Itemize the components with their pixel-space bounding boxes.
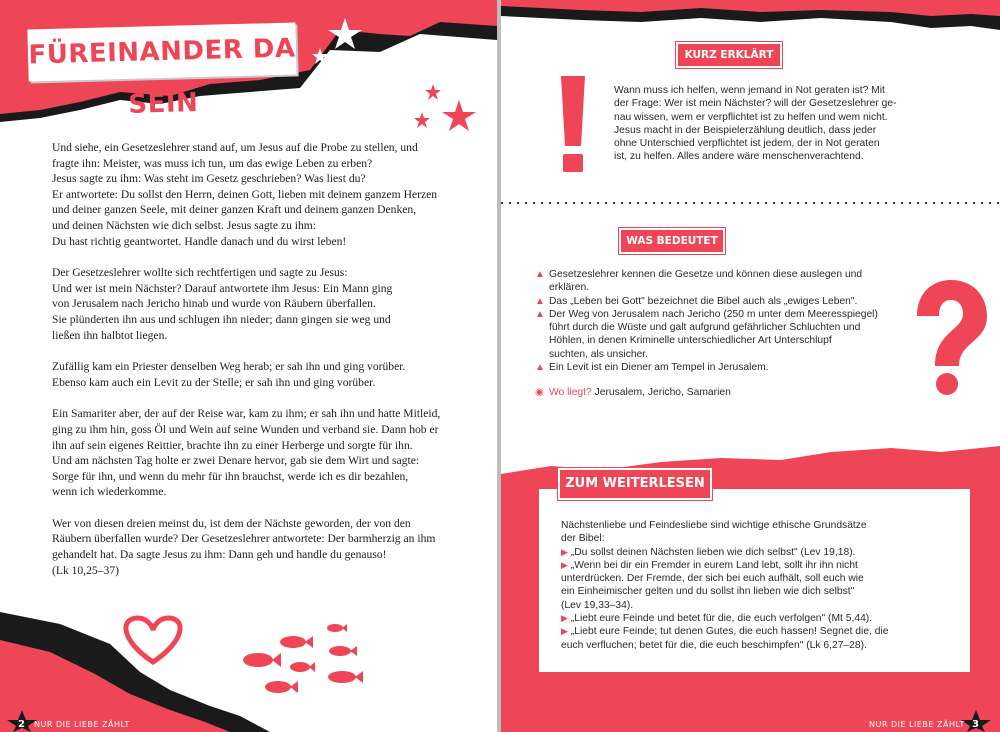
- quote-item: [561, 546, 889, 559]
- text-line: suchten, als unsicher.: [549, 348, 649, 360]
- warning-icon: ▲: [535, 295, 545, 307]
- text-line: Höhlen, in denen Kriminelle unterschiedlicher Art Unterschlupf: [549, 335, 832, 347]
- text-line: Der Gesetzeslehrer wollte sich rechtfertigen und sagte zu Jesus:: [52, 266, 348, 280]
- fish-icon: [290, 662, 315, 672]
- text-line: Wann muss ich helfen, wenn jemand in Not geraten ist? Mit: [614, 85, 885, 96]
- text-line: (Lev 19,33–34).: [561, 599, 634, 611]
- page-number-left: 2: [18, 719, 25, 730]
- list-item: [535, 268, 878, 295]
- was-bedeutet-label: WAS BEDEUTET: [619, 228, 725, 254]
- text-line: „Liebt eure Feinde und betet für die, die euch verfolgen" (Mt 5,44).: [570, 613, 873, 625]
- arrow-icon: ▶: [561, 559, 568, 570]
- arrow-icon: ▶: [561, 546, 568, 557]
- arrow-icon: ▶: [561, 613, 568, 624]
- text-line: Räubern überfallen wurde? Der Gesetzeslehrer antwortete: Der barmherzig an ihm: [52, 532, 436, 546]
- left-page: [0, 0, 497, 732]
- text-line: Ebenso kam auch ein Levit zu der Stelle; er sah ihn und ging vorüber.: [52, 375, 376, 389]
- fish-icon: [328, 671, 363, 683]
- fish-icon: [329, 646, 357, 656]
- text-line: und deinen Nächsten wie dich selbst. Jesus sagte zu ihm:: [52, 218, 317, 232]
- text-line: „Du sollst deinen Nächsten lieben wie dich selbst" (Lev 19,18).: [570, 546, 856, 558]
- star-icon: [341, 58, 359, 74]
- bible-paragraph: [52, 516, 442, 578]
- text-line: Du hast richtig geantwortet. Handle danach und du wirst leben!: [52, 234, 347, 248]
- bible-reference: (Lk 10,25–37): [52, 563, 119, 577]
- text-line: nau wissen, wem er verpflichtet ist zu helfen und wem nicht.: [614, 111, 888, 123]
- text-line: der Bibel:: [561, 533, 605, 545]
- star-icon: [414, 112, 430, 128]
- bible-text: [52, 140, 442, 594]
- text-line: euch verfluchen; betet für die, die euch beschimpfen" (Lk 6,27–28).: [561, 639, 867, 651]
- bible-paragraph: [52, 265, 442, 343]
- page-number-right: 3: [972, 719, 979, 730]
- bible-paragraph: [52, 359, 442, 390]
- text-line: Das „Leben bei Gott" bezeichnet die Bibel auch als „ewiges Leben".: [549, 295, 858, 307]
- zum-weiterlesen-label: ZUM WEITERLESEN: [558, 468, 712, 500]
- text-line: „Wenn bei dir ein Fremder in eurem Land lebt, sollt ihr ihn nicht: [570, 559, 858, 571]
- star-icon: [442, 100, 476, 131]
- page-title: FÜREINANDER DA SEIN: [28, 33, 296, 120]
- fish-school: [243, 624, 363, 693]
- list-item: [535, 308, 878, 361]
- heart-icon: [126, 618, 180, 662]
- warning-icon: ▲: [535, 308, 545, 320]
- right-page: [501, 0, 1000, 732]
- warning-icon: ▲: [535, 269, 545, 280]
- text-line: erklären.: [549, 282, 590, 294]
- text-line: von Jerusalem nach Jericho hinab und wurde von Räubern überfallen.: [52, 297, 376, 311]
- text-line: Jesus macht in der Beispielerzählung deutlich, dass jeder: [614, 124, 877, 136]
- quote-item: [561, 612, 889, 625]
- text-line: Ein Levit ist ein Diener am Tempel in Jerusalem.: [549, 362, 769, 374]
- text-line: Und am nächsten Tag holte er zwei Denare hervor, gab sie dem Wirt und sagte:: [52, 454, 420, 468]
- text-line: ohne Unterschied verpflichtet ist jedem, der in Not geraten: [614, 138, 880, 150]
- footer-left: NUR DIE LIEBE ZÄHLT: [34, 720, 130, 729]
- text-line: Gesetzeslehrer kennen die Gesetze und können diese auslegen und: [549, 269, 863, 280]
- text-line: Der Weg von Jerusalem nach Jericho (250 m unter dem Meeresspiegel): [549, 308, 878, 320]
- kurz-erklaert-label: KURZ ERKLÄRT: [676, 42, 782, 68]
- text-line: ist, zu helfen. Alles andere wäre menschenverachtend.: [614, 151, 864, 163]
- quote-item: [561, 559, 889, 612]
- star-icon: [425, 84, 441, 100]
- wo-liegt-label: Wo liegt?: [549, 387, 592, 399]
- text-line: unterdrücken. Der Fremde, der sich bei euch aufhält, soll euch wie: [561, 573, 864, 585]
- text-line: Und wer ist mein Nächster? Darauf antwortete ihm Jesus: Ein Mann ging: [52, 281, 393, 295]
- text-line: ihn auf sein eigenes Reittier, brachte ihn zu einer Herberge und sorgte für ihn.: [52, 438, 413, 452]
- exclamation-dot-icon: [563, 154, 583, 172]
- arrow-icon: ▶: [561, 626, 568, 637]
- text-line: fragte ihn: Meister, was muss ich tun, um das ewige Leben zu erben?: [52, 156, 373, 170]
- footer-right: NUR DIE LIEBE ZÄHLT: [869, 720, 965, 729]
- text-line: Ein Samariter aber, der auf der Reise war, kam zu ihm; er sah ihn und hatte Mitleid,: [52, 407, 441, 421]
- text-line: gehandelt hat. Da sagte Jesus zu ihm: Dann geh und handle du genauso!: [52, 548, 387, 562]
- text-line: Er antwortete: Du sollst den Herrn, deinen Gott, lieben mit deinem ganzem Herzen: [52, 187, 438, 201]
- question-icon: [917, 280, 987, 366]
- text-line: wenn ich wiederkomme.: [52, 485, 167, 499]
- bible-paragraph: [52, 406, 442, 500]
- text-line: ein Einheimischer gelten und du sollst ihn lieben wie dich selbst": [561, 586, 855, 598]
- fish-icon: [280, 636, 313, 648]
- text-line: Sie plünderten ihn aus und schlugen ihn nieder; dann gingen sie weg und: [52, 312, 391, 326]
- text-line: „Liebt eure Feinde; tut denen Gutes, die euch hassen! Segnet die, die: [570, 626, 889, 638]
- text-line: führt durch die Wüste und galt aufgrund gefährlicher Schluchten und: [549, 322, 861, 334]
- list-item: [535, 361, 878, 374]
- warning-icon: ▲: [535, 362, 545, 374]
- quote-item: [561, 625, 889, 652]
- was-bedeutet-list: [535, 268, 878, 400]
- text-line: ging zu ihm hin, goss Öl und Wein auf seine Wunden und verband sie. Dann hob er: [52, 422, 439, 436]
- text-line: Zufällig kam ein Priester denselben Weg herab; er sah ihn und ging vorüber.: [52, 360, 406, 374]
- fish-icon: [243, 653, 281, 667]
- text-line: ließen ihn halbtot liegen.: [52, 328, 168, 342]
- text-line: Und siehe, ein Gesetzeslehrer stand auf, um Jesus auf die Probe zu stellen, und: [52, 141, 418, 154]
- list-item: [535, 295, 878, 308]
- text-line: Wer von diesen dreien meinst du, ist dem der Nächste geworden, der von den: [52, 516, 411, 530]
- wo-liegt-value: Jerusalem, Jericho, Samarien: [594, 387, 731, 399]
- text-line: Jesus sagte zu ihm: Was steht im Gesetz geschrieben? Was liest du?: [52, 172, 366, 186]
- bible-paragraph: [52, 140, 442, 249]
- location-icon: ◉: [535, 387, 544, 399]
- text-line: der Frage: Wer ist mein Nächster? will der Gesetzeslehrer ge-: [614, 98, 897, 110]
- fish-icon: [265, 681, 298, 693]
- question-dot-icon: [936, 373, 958, 395]
- title-box: [27, 23, 296, 120]
- wo-liegt-row: [535, 386, 878, 399]
- exclamation-icon: [561, 76, 585, 146]
- zum-weiterlesen-text: [561, 519, 889, 652]
- kurz-erklaert-text: [614, 84, 897, 164]
- fish-icon: [327, 624, 347, 632]
- text-line: Nächstenliebe und Feindesliebe sind wichtige ethische Grundsätze: [561, 520, 867, 531]
- stars-red: [414, 84, 476, 131]
- text-line: und deiner ganzen Seele, mit deiner ganzen Kraft und deinem ganzen Denken,: [52, 203, 417, 217]
- text-line: Sorge für ihn, und wenn du mehr für ihn brauchst, werde ich es dir bezahlen,: [52, 469, 409, 483]
